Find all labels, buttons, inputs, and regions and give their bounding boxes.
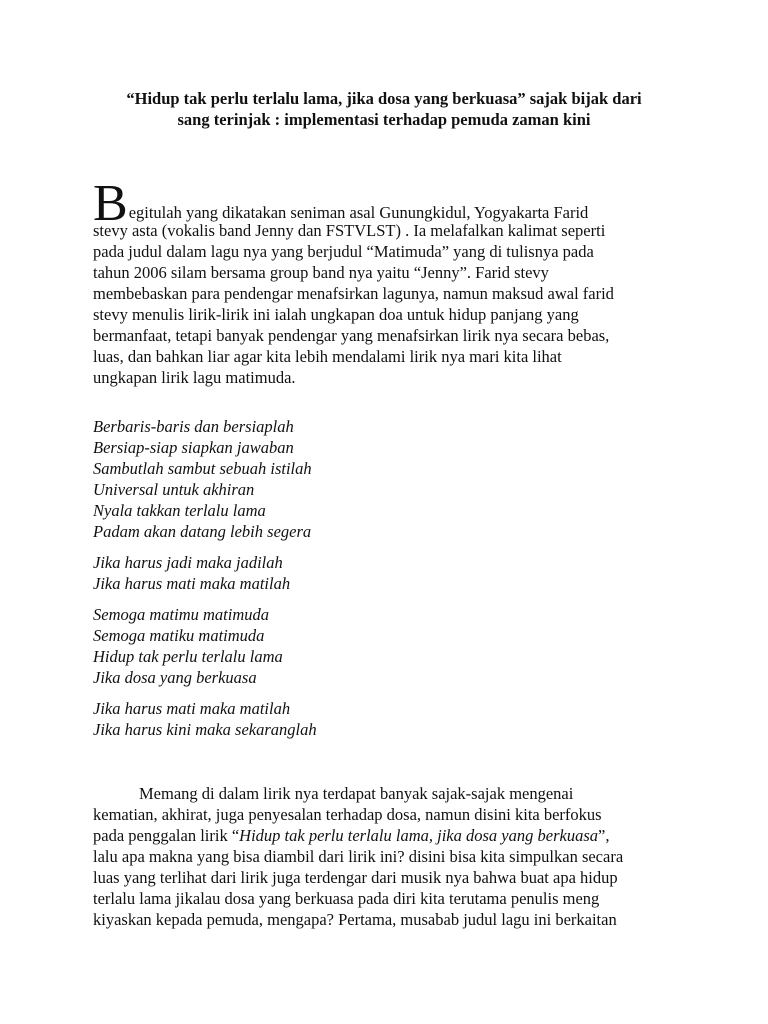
body-line: lalu apa makna yang bisa diambil dari lirik ini? disini bisa kita simpulkan secara	[93, 847, 624, 866]
lyric-line: Nyala takkan terlalu lama	[93, 501, 266, 520]
intro-line: tahun 2006 silam bersama group band nya yaitu “Jenny”. Farid stevy	[93, 263, 549, 282]
intro-line: membebaskan para pendengar menafsirkan lagunya, namun maksud awal farid	[93, 284, 614, 303]
lyric-line: Hidup tak perlu terlalu lama	[93, 647, 283, 666]
lyric-line: Semoga matimu matimuda	[93, 605, 269, 624]
lyrics-stanza	[93, 416, 683, 542]
lyric-line: Jika dosa yang berkuasa	[93, 668, 257, 687]
lyric-line: Jika harus jadi maka jadilah	[93, 553, 283, 572]
lyric-line: Padam akan datang lebih segera	[93, 522, 312, 541]
intro-paragraph	[93, 175, 683, 388]
lyrics-stanza	[93, 552, 683, 594]
lyrics-stanza	[93, 604, 683, 688]
lyric-line: Jika harus mati maka matilah	[93, 699, 291, 718]
body-line: kematian, akhirat, juga penyesalan terhadap dosa, namun disini kita berfokus	[93, 805, 602, 824]
body-line-quote	[93, 825, 683, 846]
lyric-line: Berbaris-baris dan bersiaplah	[93, 417, 294, 436]
intro-line: stevy menulis lirik-lirik ini ialah ungkapan doa untuk hidup panjang yang	[93, 305, 579, 324]
lyric-line: Jika harus kini maka sekaranglah	[93, 720, 317, 739]
lyric-line: Universal untuk akhiran	[93, 480, 255, 499]
body-line: kiyaskan kepada pemuda, mengapa? Pertama, musabab judul lagu ini berkaitan	[93, 910, 617, 929]
lyric-line: Bersiap-siap siapkan jawaban	[93, 438, 294, 457]
document-title	[90, 88, 678, 130]
drop-cap: B	[93, 175, 128, 232]
body-line: luas yang terlihat dari lirik juga terdengar dari musik nya bahwa buat apa hidup	[93, 868, 618, 887]
lyric-line: Sambutlah sambut sebuah istilah	[93, 459, 312, 478]
lyrics-stanza	[93, 698, 683, 740]
intro-line: pada judul dalam lagu nya yang berjudul “Matimuda” yang di tulisnya pada	[93, 242, 594, 261]
intro-line: bermanfaat, tetapi banyak pendengar yang menafsirkan lirik nya secara bebas,	[93, 326, 610, 345]
intro-line: stevy asta (vokalis band Jenny dan FSTVLST) . Ia melafalkan kalimat seperti	[93, 221, 606, 240]
body-line: Memang di dalam lirik nya terdapat banyak sajak-sajak mengenai	[139, 784, 574, 803]
intro-line: luas, dan bahkan liar agar kita lebih mendalami lirik nya mari kita lihat	[93, 347, 562, 366]
lyrics-block	[93, 416, 683, 750]
body-line: terlalu lama jikalau dosa yang berkuasa pada diri kita terutama penulis meng	[93, 889, 600, 908]
title-line: “Hidup tak perlu terlalu lama, jika dosa yang berkuasa” sajak bijak dari	[126, 89, 642, 108]
lyric-line: Semoga matiku matimuda	[93, 626, 265, 645]
title-line: sang terinjak : implementasi terhadap pemuda zaman kini	[177, 110, 591, 129]
body-quote-prefix: pada penggalan lirik “	[93, 826, 240, 845]
intro-line: ungkapan lirik lagu matimuda.	[93, 368, 296, 387]
lyric-line: Jika harus mati maka matilah	[93, 574, 291, 593]
body-quote: Hidup tak perlu terlalu lama, jika dosa yang berkuasa	[239, 826, 598, 845]
body-quote-suffix: ”,	[598, 826, 610, 845]
body-paragraph	[93, 783, 683, 930]
intro-first-line-text: egitulah yang dikatakan seniman asal Gunungkidul, Yogyakarta Farid	[128, 203, 589, 222]
